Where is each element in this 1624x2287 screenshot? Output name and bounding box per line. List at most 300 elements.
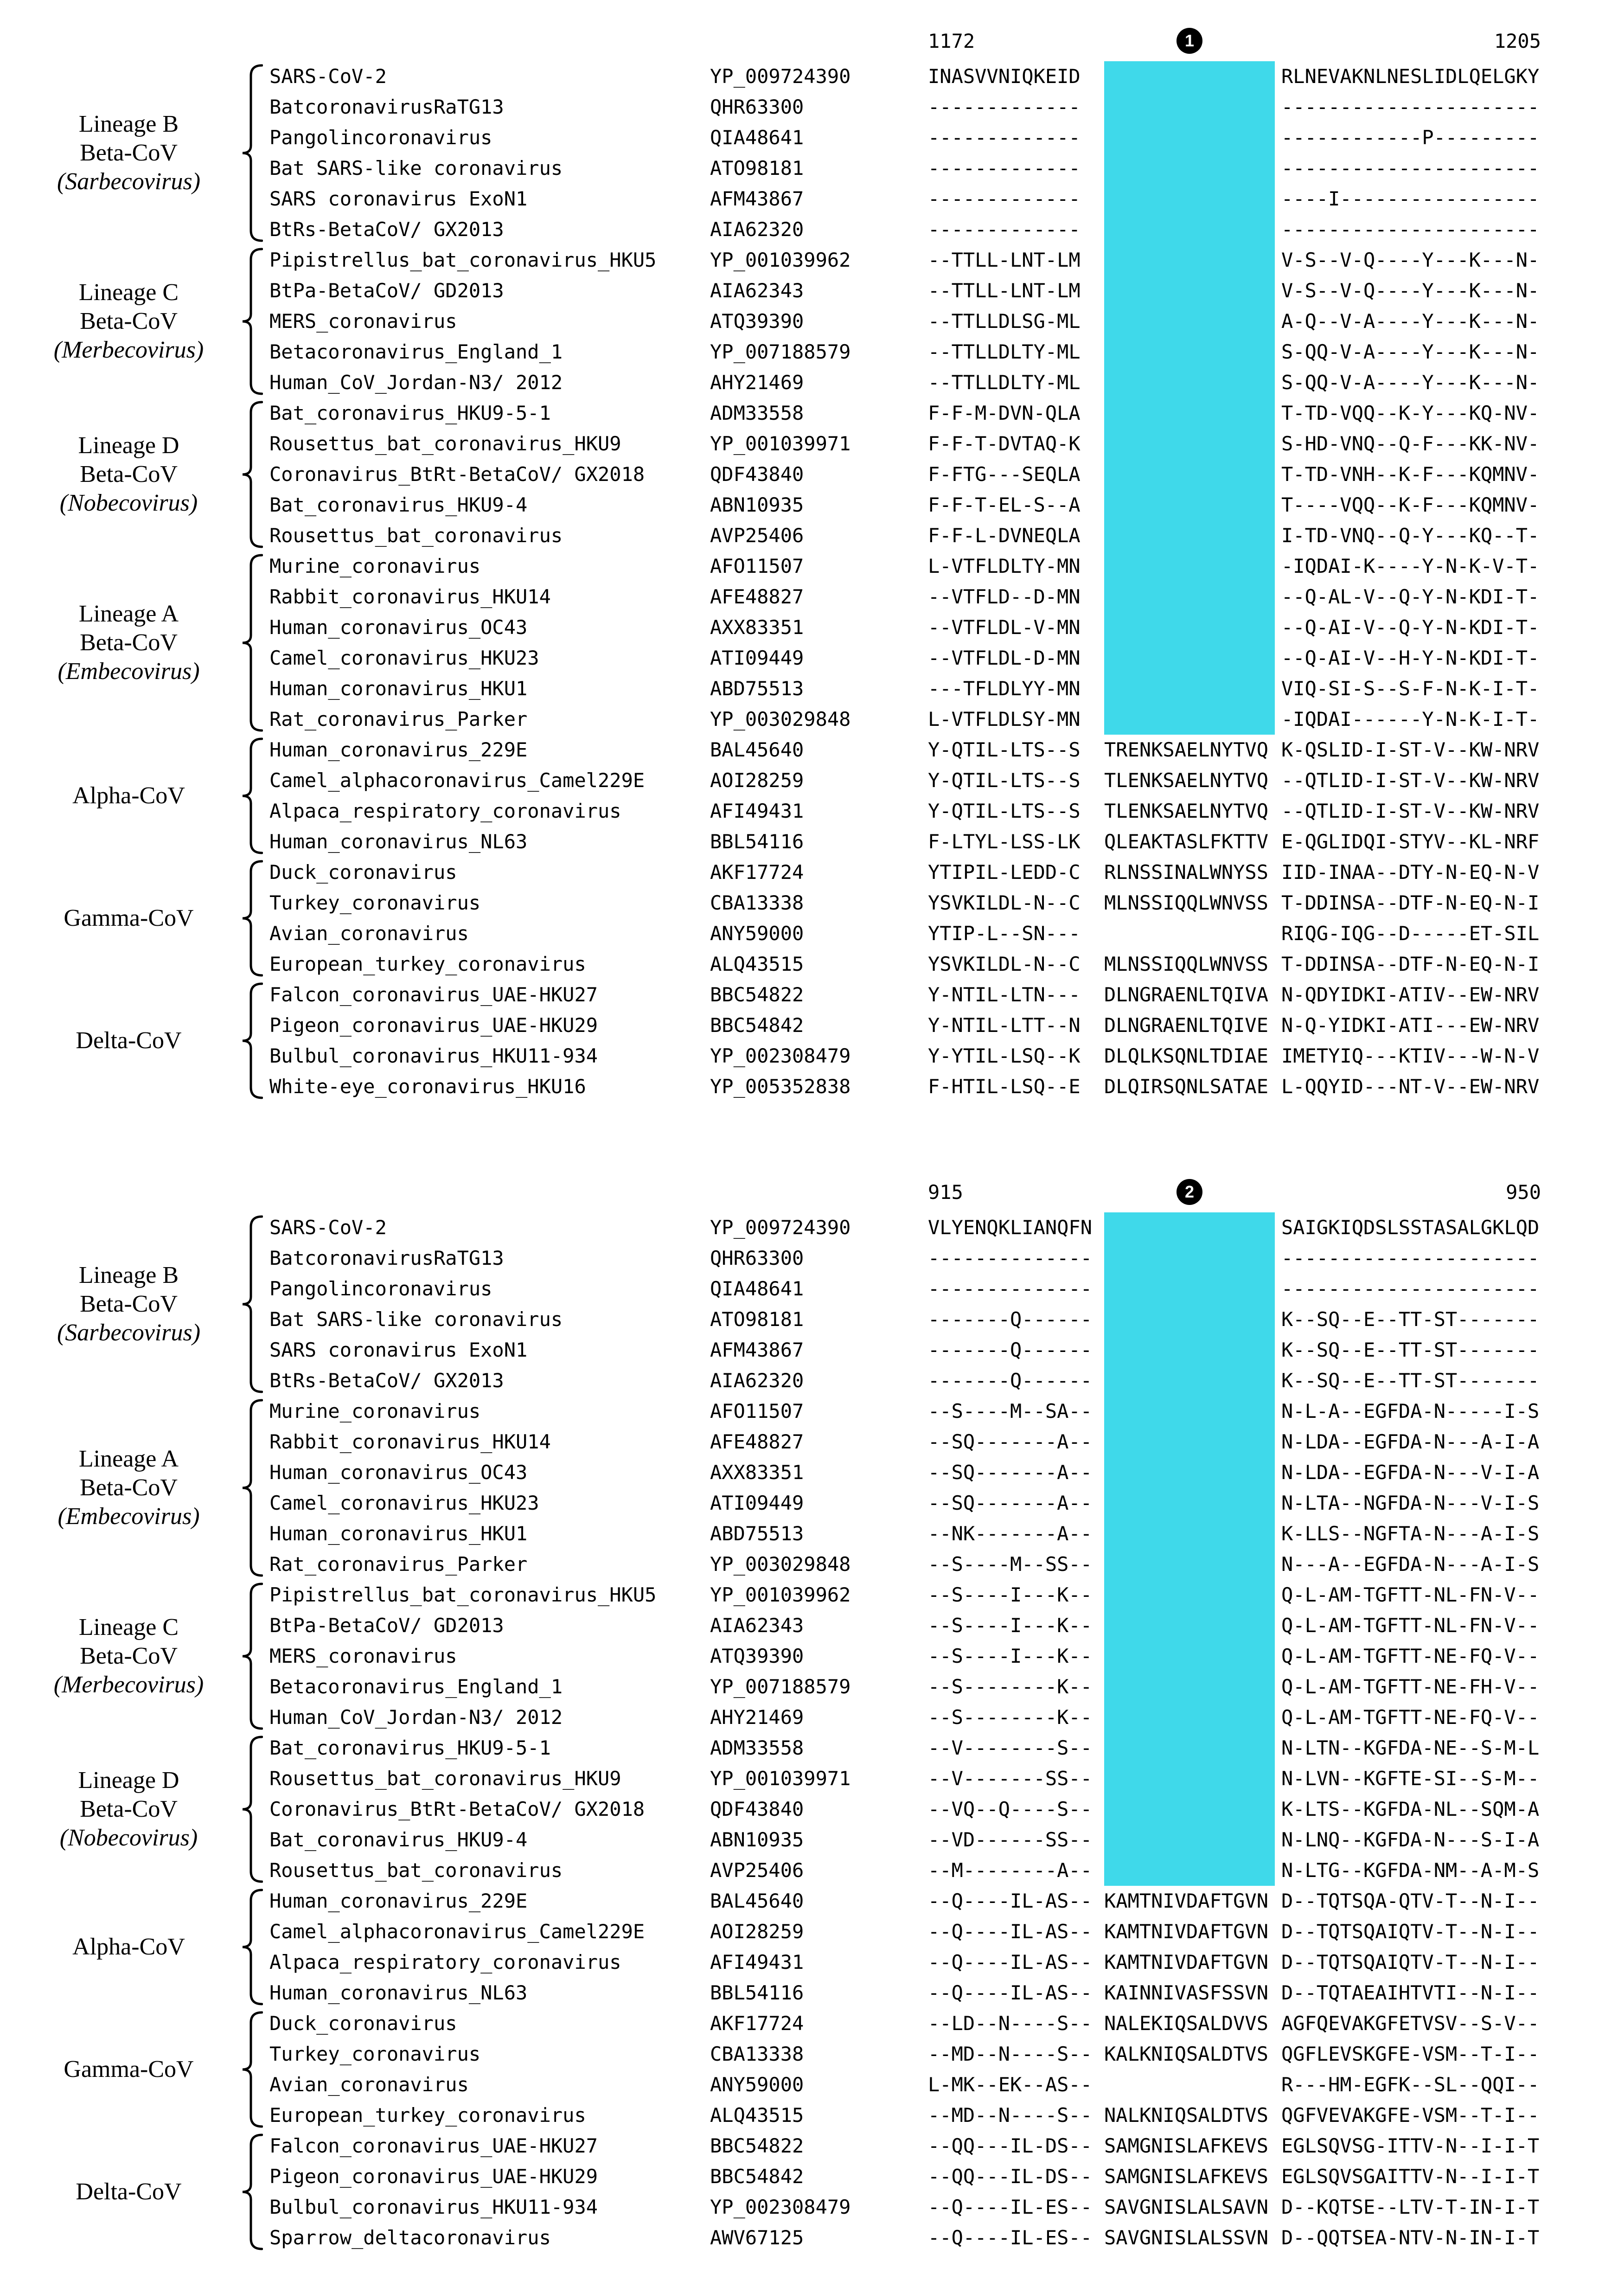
lineage-group — [17, 245, 269, 398]
group-label-line: Lineage B — [78, 1262, 179, 1288]
sequence-right: K--SQ--E--TT-ST------- — [1281, 1339, 1540, 1361]
lineage-group — [17, 2131, 269, 2253]
sequence-left: --TTLLDLSG-ML — [928, 310, 1081, 333]
alignment-row — [269, 1396, 1541, 1427]
virus-name: Bat SARS-like coronavirus — [269, 157, 563, 179]
sequence-right: N-L-A--EGFDA-N-----I-S — [1281, 1400, 1540, 1422]
accession-number: AVP25406 — [710, 524, 804, 547]
sequence-left: --MD--N----S-- — [928, 2043, 1093, 2065]
lineage-group — [17, 2008, 269, 2131]
sequence-left: --VTFLD--D-MN — [928, 585, 1081, 608]
highlight-region — [1104, 306, 1275, 337]
sequence-left: --TTLL-LNT-LM — [928, 249, 1081, 271]
sequence-right: L-QQYID---NT-V--EW-NRV — [1281, 1075, 1540, 1098]
highlight-region — [1104, 1610, 1275, 1641]
group-bracket-icon — [241, 553, 263, 732]
highlight-region — [1104, 1518, 1275, 1549]
alignment-row — [269, 184, 1541, 214]
sequence-left: -------Q------ — [928, 1369, 1093, 1392]
lineage-group — [17, 1580, 269, 1733]
group-label — [17, 904, 241, 933]
virus-name: SARS coronavirus ExoN1 — [269, 1339, 528, 1361]
accession-number: BBL54116 — [710, 830, 804, 853]
virus-name: Turkey_coronavirus — [269, 891, 481, 914]
sequence-right: N-Q-YIDKI-ATI---EW-NRV — [1281, 1014, 1540, 1037]
sequence-insert: NALEKIQSALDVVS — [1104, 2012, 1269, 2035]
alignment-row — [269, 1886, 1541, 1916]
group-label — [17, 2178, 241, 2206]
lineage-group — [17, 735, 269, 857]
highlight-region — [1104, 1855, 1275, 1886]
group-label — [17, 1613, 241, 1699]
sequence-right: SAIGKIQDSLSSTASALGKLQD — [1281, 1216, 1540, 1239]
sequence-left: ------------- — [928, 187, 1081, 210]
sequence-right: D--TQTSQAIQTV-T--N-I-- — [1281, 1951, 1540, 1973]
alignment-row — [269, 1041, 1541, 1071]
accession-number: YP_001039971 — [710, 432, 851, 455]
sequence-right: N-LTN--KGFDA-NE--S-M-L — [1281, 1736, 1540, 1759]
accession-number: ATQ39390 — [710, 310, 804, 333]
virus-name: Pipistrellus_bat_coronavirus_HKU5 — [269, 1583, 657, 1606]
alignment-row — [269, 980, 1541, 1010]
sequence-right: EGLSQVSGAITTV-N--I-I-T — [1281, 2165, 1540, 2188]
accession-number: YP_003029848 — [710, 1553, 851, 1576]
highlight-region — [1104, 1212, 1275, 1243]
sequence-right: N-LTG--KGFDA-NM--A-M-S — [1281, 1859, 1540, 1882]
sequence-left: F-F-T-DVTAQ-K — [928, 432, 1081, 455]
group-label-line: Delta-CoV — [76, 1027, 182, 1054]
accession-number: YP_007188579 — [710, 1675, 851, 1698]
position-end: 1205 — [1494, 29, 1541, 52]
sequence-insert: SAVGNISLALSAVN — [1104, 2196, 1269, 2218]
accession-number: QIA48641 — [710, 1277, 804, 1300]
sequence-insert — [1104, 2069, 1275, 2100]
sequence-right: IID-INAA--DTY-N-EQ-N-V — [1281, 861, 1540, 884]
sequence-insert: RLNSSINALWNYSS — [1104, 861, 1269, 884]
alignment-row — [269, 459, 1541, 490]
sequence-insert: KAMTNIVDAFTGVN — [1104, 1951, 1269, 1973]
accession-number: AIA62343 — [710, 279, 804, 302]
sequence-right: K-QSLID-I-ST-V--KW-NRV — [1281, 738, 1540, 761]
highlight-region — [1104, 1304, 1275, 1335]
highlight-region — [1104, 673, 1275, 704]
alignment-row — [269, 643, 1541, 673]
sequence-left: ------------- — [928, 126, 1081, 149]
sequence-right: V-S--V-Q----Y---K---N- — [1281, 249, 1540, 271]
sequence-left: --VTFLDL-V-MN — [928, 616, 1081, 639]
alignment-row — [269, 2008, 1541, 2039]
sequence-right: RLNEVAKNLNESLIDLQELGKY — [1281, 65, 1540, 88]
alignment-row — [269, 2192, 1541, 2223]
accession-number: BAL45640 — [710, 738, 804, 761]
highlight-region — [1104, 1825, 1275, 1855]
sequence-left: YSVKILDL-N--C — [928, 891, 1081, 914]
accession-number: AHY21469 — [710, 1706, 804, 1729]
group-label — [17, 1026, 241, 1055]
virus-name: Bat_coronavirus_HKU9-4 — [269, 1828, 528, 1851]
sequence-right: N-LTA--NGFDA-N---V-I-S — [1281, 1492, 1540, 1514]
sequence-left: --TTLLDLTY-ML — [928, 340, 1081, 363]
virus-name: Camel_coronavirus_HKU23 — [269, 647, 539, 669]
accession-number: AFE48827 — [710, 585, 804, 608]
virus-name: MERS_coronavirus — [269, 310, 457, 333]
accession-number: QHR63300 — [710, 96, 804, 118]
virus-name: Camel_alphacoronavirus_Camel229E — [269, 1920, 645, 1943]
sequence-left: --SQ-------A-- — [928, 1492, 1093, 1514]
virus-name: Rat_coronavirus_Parker — [269, 1553, 528, 1576]
group-bracket-icon — [241, 64, 263, 243]
alignment-row — [269, 1243, 1541, 1274]
sequence-right: N---A--EGFDA-N---A-I-S — [1281, 1553, 1540, 1576]
sequence-left: --S----M--SA-- — [928, 1400, 1093, 1422]
alignment-row — [269, 92, 1541, 122]
sequence-right: N-LDA--EGFDA-N---A-I-A — [1281, 1430, 1540, 1453]
alignment-row — [269, 245, 1541, 275]
sequence-right: --QTLID-I-ST-V--KW-NRV — [1281, 769, 1540, 792]
virus-name: Bat_coronavirus_HKU9-5-1 — [269, 402, 551, 424]
sequence-right: RIQG-IQG--D-----ET-SIL — [1281, 922, 1540, 945]
virus-name: Human_coronavirus_HKU1 — [269, 1522, 528, 1545]
group-label-line: Delta-CoV — [76, 2178, 182, 2205]
lineage-group — [17, 551, 269, 735]
sequence-right: S-QQ-V-A----Y---K---N- — [1281, 340, 1540, 363]
sequence-right: K--SQ--E--TT-ST------- — [1281, 1369, 1540, 1392]
sequence-left: --VD------SS-- — [928, 1828, 1093, 1851]
virus-name: Pangolincoronavirus — [269, 126, 492, 149]
lineage-group — [17, 857, 269, 980]
panel-2-groups — [17, 1212, 269, 2253]
alignment-row — [269, 857, 1541, 888]
group-bracket-icon — [241, 1215, 263, 1394]
alignment-row — [269, 1947, 1541, 1978]
virus-name: Betacoronavirus_England_1 — [269, 1675, 563, 1698]
sequence-right: Q-L-AM-TGFTT-NL-FN-V-- — [1281, 1583, 1540, 1606]
sequence-right: E-QGLIDQI-STYV--KL-NRF — [1281, 830, 1540, 853]
virus-name: Avian_coronavirus — [269, 922, 469, 945]
group-label-line: Lineage D — [78, 1767, 179, 1794]
position-start: 915 — [928, 1180, 963, 1204]
sequence-right: K-LLS--NGFTA-N---A-I-S — [1281, 1522, 1540, 1545]
virus-name: Sparrow_deltacoronavirus — [269, 2226, 551, 2249]
virus-name: Camel_coronavirus_HKU23 — [269, 1492, 539, 1514]
sequence-insert: SAMGNISLAFKEVS — [1104, 2134, 1269, 2157]
virus-name: Rat_coronavirus_Parker — [269, 708, 528, 730]
group-label-line: Alpha-CoV — [72, 1934, 185, 1960]
sequence-right: T-TD-VQQ--K-Y---KQ-NV- — [1281, 402, 1540, 424]
sequence-left: --LD--N----S-- — [928, 2012, 1093, 2035]
sequence-insert: KALKNIQSALDTVS — [1104, 2043, 1269, 2065]
group-label — [17, 1261, 241, 1347]
alignment-row — [269, 306, 1541, 337]
virus-name: BatcoronavirusRaTG13 — [269, 1247, 504, 1269]
alignment-row — [269, 2161, 1541, 2192]
highlight-region — [1104, 122, 1275, 153]
accession-number: ATO98181 — [710, 157, 804, 179]
accession-number: QHR63300 — [710, 1247, 804, 1269]
accession-number: AHY21469 — [710, 371, 804, 394]
sequence-right: ---------------------- — [1281, 1277, 1540, 1300]
group-label-line: Lineage A — [78, 601, 179, 627]
highlight-region — [1104, 490, 1275, 520]
group-label — [17, 1445, 241, 1531]
accession-number: BAL45640 — [710, 1890, 804, 1912]
accession-number: ANY59000 — [710, 2073, 804, 2096]
sequence-insert: KAMTNIVDAFTGVN — [1104, 1890, 1269, 1912]
virus-name: Alpaca_respiratory_coronavirus — [269, 800, 621, 822]
sequence-right: --Q-AI-V--Q-Y-N-KDI-T- — [1281, 616, 1540, 639]
accession-number: YP_001039962 — [710, 1583, 851, 1606]
accession-number: CBA13338 — [710, 2043, 804, 2065]
sequence-left: ------------- — [928, 157, 1081, 179]
sequence-left: ------------- — [928, 96, 1081, 118]
virus-name: Human_coronavirus_229E — [269, 1890, 528, 1912]
sequence-right: D--QQTSEA-NTV-N-IN-I-T — [1281, 2226, 1540, 2249]
sequence-left: -------Q------ — [928, 1308, 1093, 1331]
sequence-right: R---HM-EGFK--SL--QQI-- — [1281, 2073, 1540, 2096]
sequence-left: L-VTFLDLSY-MN — [928, 708, 1081, 730]
virus-name: Human_coronavirus_NL63 — [269, 830, 528, 853]
accession-number: AFI49431 — [710, 800, 804, 822]
panel-1-header — [17, 20, 1624, 61]
sequence-right: A-Q--V-A----Y---K---N- — [1281, 310, 1540, 333]
virus-name: White-eye_coronavirus_HKU16 — [269, 1075, 586, 1098]
accession-number: QIA48641 — [710, 126, 804, 149]
sequence-left: F-F-L-DVNEQLA — [928, 524, 1081, 547]
highlight-region — [1104, 1549, 1275, 1580]
group-label — [17, 782, 241, 810]
highlight-region — [1104, 459, 1275, 490]
virus-name: European_turkey_coronavirus — [269, 953, 586, 975]
highlight-region — [1104, 245, 1275, 275]
highlight-region — [1104, 1335, 1275, 1365]
highlight-region — [1104, 582, 1275, 612]
sequence-right: ---------------------- — [1281, 96, 1540, 118]
alignment-row — [269, 1212, 1541, 1243]
highlight-region — [1104, 551, 1275, 582]
accession-number: AFM43867 — [710, 1339, 804, 1361]
accession-number: ADM33558 — [710, 1736, 804, 1759]
sequence-left: --VTFLDL-D-MN — [928, 647, 1081, 669]
highlight-region — [1104, 367, 1275, 398]
alignment-row — [269, 520, 1541, 551]
alignment-row — [269, 275, 1541, 306]
sequence-left: L-VTFLDLTY-MN — [928, 555, 1081, 577]
highlight-region — [1104, 337, 1275, 367]
group-bracket-icon — [241, 247, 263, 396]
virus-name: Human_coronavirus_OC43 — [269, 616, 528, 639]
sequence-right: QGFVEVAKGFE-VSM--T-I-- — [1281, 2104, 1540, 2127]
virus-name: MERS_coronavirus — [269, 1645, 457, 1667]
group-label-line: Beta-CoV — [80, 1643, 178, 1669]
virus-name: Coronavirus_BtRt-BetaCoV/ GX2018 — [269, 463, 645, 486]
sequence-right: ------------P--------- — [1281, 126, 1540, 149]
highlight-region — [1104, 61, 1275, 92]
group-bracket-icon — [241, 1398, 263, 1577]
virus-name: Bat SARS-like coronavirus — [269, 1308, 563, 1331]
accession-number: AIA62320 — [710, 218, 804, 241]
accession-number: QDF43840 — [710, 1798, 804, 1820]
sequence-left: --S----I---K-- — [928, 1583, 1093, 1606]
sequence-left: --M--------A-- — [928, 1859, 1093, 1882]
highlight-region — [1104, 520, 1275, 551]
virus-name: Avian_coronavirus — [269, 2073, 469, 2096]
sequence-right: V-S--V-Q----Y---K---N- — [1281, 279, 1540, 302]
group-bracket-icon — [241, 737, 263, 855]
virus-name: Falcon_coronavirus_UAE-HKU27 — [269, 2134, 598, 2157]
virus-name: Rousettus_bat_coronavirus — [269, 524, 563, 547]
group-label-genus: (Sarbecovirus) — [57, 1320, 201, 1346]
alignment-row — [269, 61, 1541, 92]
sequence-right: QGFLEVSKGFE-VSM--T-I-- — [1281, 2043, 1540, 2065]
virus-name: BatcoronavirusRaTG13 — [269, 96, 504, 118]
sequence-right: N-LNQ--KGFDA-N---S-I-A — [1281, 1828, 1540, 1851]
sequence-right: -IQDAI-K----Y-N-K-V-T- — [1281, 555, 1540, 577]
sequence-right: I-TD-VNQ--Q-Y---KQ--T- — [1281, 524, 1540, 547]
highlight-region — [1104, 1702, 1275, 1733]
sequence-right: -IQDAI------Y-N-K-I-T- — [1281, 708, 1540, 730]
sequence-left: --QQ---IL-DS-- — [928, 2165, 1093, 2188]
alignment-row — [269, 1702, 1541, 1733]
virus-name: Human_CoV_Jordan-N3/ 2012 — [269, 1706, 563, 1729]
accession-number: YP_001039971 — [710, 1767, 851, 1790]
sequence-right: S-QQ-V-A----Y---K---N- — [1281, 371, 1540, 394]
sequence-left: --S----I---K-- — [928, 1645, 1093, 1667]
accession-number: AFO11507 — [710, 1400, 804, 1422]
alignment-row — [269, 796, 1541, 826]
highlight-region — [1104, 1457, 1275, 1488]
accession-number: ABN10935 — [710, 1828, 804, 1851]
group-bracket-icon — [241, 982, 263, 1100]
sequence-right: ---------------------- — [1281, 218, 1540, 241]
virus-name: Bulbul_coronavirus_HKU11-934 — [269, 1044, 598, 1067]
sequence-right: D--TQTSQAIQTV-T--N-I-- — [1281, 1920, 1540, 1943]
group-label-line: Beta-CoV — [80, 308, 178, 334]
virus-name: Coronavirus_BtRt-BetaCoV/ GX2018 — [269, 1798, 645, 1820]
sequence-left: --TTLL-LNT-LM — [928, 279, 1081, 302]
alignment-row — [269, 429, 1541, 459]
sequence-insert: TLENKSAELNYTVQ — [1104, 769, 1269, 792]
group-label-line: Lineage C — [78, 279, 179, 306]
sequence-left: --SQ-------A-- — [928, 1461, 1093, 1484]
marker-cell — [1104, 28, 1275, 54]
virus-name: European_turkey_coronavirus — [269, 2104, 586, 2127]
lineage-group — [17, 1886, 269, 2008]
alignment-row — [269, 949, 1541, 980]
highlight-region — [1104, 1274, 1275, 1304]
group-label-line: Beta-CoV — [80, 1474, 178, 1501]
sequence-left: --VQ--Q----S-- — [928, 1798, 1093, 1820]
sequence-insert: DLNGRAENLTQIVA — [1104, 983, 1269, 1006]
group-label-genus: (Nobecovirus) — [59, 490, 198, 516]
panel-1-groups — [17, 61, 269, 1102]
virus-name: Duck_coronavirus — [269, 861, 457, 884]
virus-name: Bulbul_coronavirus_HKU11-934 — [269, 2196, 598, 2218]
group-label-line: Lineage B — [78, 111, 179, 137]
highlight-region — [1104, 1427, 1275, 1457]
highlight-region — [1104, 275, 1275, 306]
accession-number: BBL54116 — [710, 1981, 804, 2004]
sequence-right: K-LTS--KGFDA-NL--SQM-A — [1281, 1798, 1540, 1820]
group-label-line: Alpha-CoV — [72, 782, 185, 809]
sequence-left: YTIPIL-LEDD-C — [928, 861, 1081, 884]
group-bracket-icon — [241, 859, 263, 977]
accession-number: YP_007188579 — [710, 340, 851, 363]
accession-number: YP_009724390 — [710, 65, 851, 88]
alignment-row — [269, 1763, 1541, 1794]
highlight-region — [1104, 153, 1275, 184]
alignment-row — [269, 1978, 1541, 2008]
alignment-row — [269, 1427, 1541, 1457]
sequence-right: --Q-AI-V--H-Y-N-KDI-T- — [1281, 647, 1540, 669]
accession-number: AFM43867 — [710, 187, 804, 210]
alignment-row — [269, 1855, 1541, 1886]
accession-number: BBC54822 — [710, 2134, 804, 2157]
alignment-row — [269, 153, 1541, 184]
group-label — [17, 1766, 241, 1852]
alignment-row — [269, 1335, 1541, 1365]
alignment-row — [269, 2131, 1541, 2161]
sequence-left: YTIP-L--SN--- — [928, 922, 1081, 945]
virus-name: SARS-CoV-2 — [269, 65, 387, 88]
highlight-region — [1104, 429, 1275, 459]
sequence-left: --Q----IL-AS-- — [928, 1920, 1093, 1943]
highlight-region — [1104, 612, 1275, 643]
alignment-row — [269, 122, 1541, 153]
sequence-right: K--SQ--E--TT-ST------- — [1281, 1308, 1540, 1331]
highlight-region — [1104, 92, 1275, 122]
alignment-row — [269, 1457, 1541, 1488]
group-label-line: Beta-CoV — [80, 140, 178, 166]
sequence-insert — [1104, 918, 1275, 949]
accession-number: ANY59000 — [710, 922, 804, 945]
sequence-right: T-DDINSA--DTF-N-EQ-N-I — [1281, 953, 1540, 975]
virus-name: Duck_coronavirus — [269, 2012, 457, 2035]
sequence-left: -------Q------ — [928, 1339, 1093, 1361]
sequence-left: Y-QTIL-LTS--S — [928, 738, 1081, 761]
alignment-row — [269, 704, 1541, 735]
sequence-right: D--KQTSE--LTV-T-IN-I-T — [1281, 2196, 1540, 2218]
group-label-line: Lineage C — [78, 1614, 179, 1640]
virus-name: Rabbit_coronavirus_HKU14 — [269, 585, 551, 608]
accession-number: AXX83351 — [710, 1461, 804, 1484]
virus-name: Human_coronavirus_HKU1 — [269, 677, 528, 700]
sequence-left: Y-NTIL-LTN--- — [928, 983, 1081, 1006]
panel-2-body — [17, 1212, 1624, 2253]
sequence-insert: MLNSSIQQLWNVSS — [1104, 953, 1269, 975]
sequence-right: EGLSQVSG-ITTV-N--I-I-T — [1281, 2134, 1540, 2157]
sequence-right: T-DDINSA--DTF-N-EQ-N-I — [1281, 891, 1540, 914]
region-marker-icon: 1 — [1176, 28, 1202, 54]
position-start: 1172 — [928, 29, 975, 52]
group-label-line: Lineage D — [78, 432, 179, 459]
lineage-group — [17, 980, 269, 1102]
sequence-left: Y-QTIL-LTS--S — [928, 769, 1081, 792]
alignment-row — [269, 918, 1541, 949]
virus-name: Pipistrellus_bat_coronavirus_HKU5 — [269, 249, 657, 271]
sequence-left: --NK-------A-- — [928, 1522, 1093, 1545]
alignment-row — [269, 2039, 1541, 2069]
group-label — [17, 431, 241, 518]
group-label-line: Gamma-CoV — [64, 905, 194, 931]
sequence-left: F-HTIL-LSQ--E — [928, 1075, 1081, 1098]
accession-number: ALQ43515 — [710, 953, 804, 975]
virus-name: BtRs-BetaCoV/ GX2013 — [269, 1369, 504, 1392]
accession-number: ADM33558 — [710, 402, 804, 424]
virus-name: Bat_coronavirus_HKU9-4 — [269, 493, 528, 516]
sequence-insert: SAVGNISLALSSVN — [1104, 2226, 1269, 2249]
sequence-left: --Q----IL-ES-- — [928, 2226, 1093, 2249]
virus-name: SARS-CoV-2 — [269, 1216, 387, 1239]
